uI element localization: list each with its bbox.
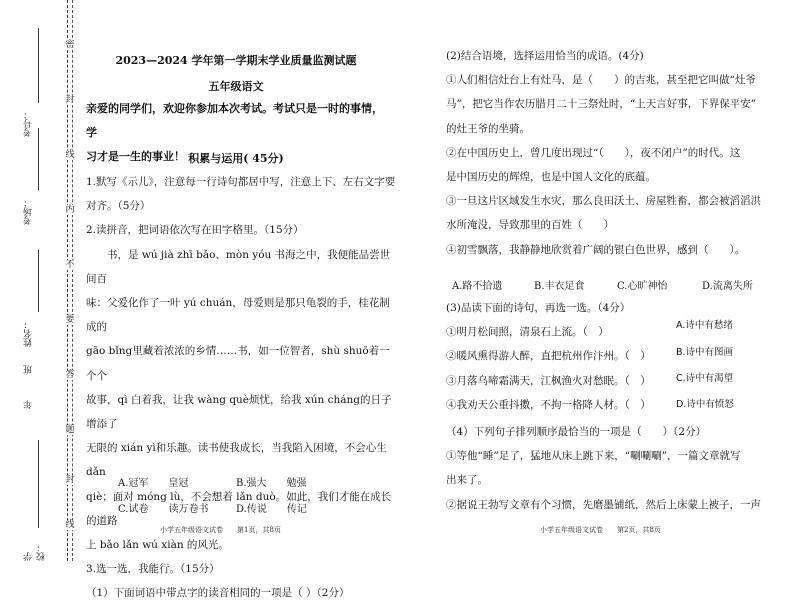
poem-option-c: C.诗中有渴望 xyxy=(676,373,734,384)
seal-char: 题 xyxy=(63,425,77,435)
name-blank xyxy=(38,250,39,312)
sentence-line: ②据说王勃写文章有个习惯，先磨墨铺纸，然后上床蒙上被子，一声 xyxy=(446,498,761,511)
sentence-line: ①等他“睡”足了，猛地从床上跳下来，“唰唰唰”，一篇文章就写 xyxy=(446,450,741,463)
q2-line: 无限的 xián yì和乐趣。读书使我成长，当我陷入困境，不会心生 dǎn xyxy=(86,442,387,479)
q1-line: 对齐。（5分） xyxy=(86,200,151,213)
idiom-option-d: D.流离失所 xyxy=(702,281,753,292)
context-line: ①人们相信灶台上有灶马，是（ ）的吉兆，甚至把它叫做“灶爷 xyxy=(446,74,756,87)
q2-line: qiè；面对 móng lù，不会想着 lǎn duò。如此，我们才能在成长的道路 xyxy=(86,490,392,527)
seal-char: 线 xyxy=(63,150,77,160)
school-label: 学校： xyxy=(24,543,47,561)
option-d: D.传说 传记 xyxy=(236,504,307,515)
q3-3-heading: (3)品读下面的诗句，再选一选。（4分） xyxy=(446,302,631,314)
exam-number-blank xyxy=(38,28,39,103)
right-questions-top xyxy=(446,44,791,262)
poem-option-a: A.诗中有愁绪 xyxy=(676,320,733,331)
right-questions-bottom xyxy=(446,420,791,517)
poem-option-b: B.诗中有图画 xyxy=(676,347,734,358)
poem-block xyxy=(446,296,676,417)
q2-line: 书，是 wú jià zhī bǎo、mòn yóu 书海之中，我便能品尝世间百 xyxy=(86,248,391,285)
idiom-options xyxy=(452,277,792,297)
seal-char: 内 xyxy=(63,205,77,215)
q2-line: gāo bǐng里藏着浓浓的乡情……书，如一位智者，shù shuō着一个个 xyxy=(86,345,390,382)
poem-line: ④我劝天公重抖擞，不拘一格降人材。（ ） xyxy=(446,398,651,411)
exam-subject: 五年级语文 xyxy=(208,80,264,93)
q3-heading: 3.选一选，我能行。（15分） xyxy=(86,563,220,576)
q2-line: 上 bǎo lǎn wú xiàn 的风光。 xyxy=(86,539,229,552)
exam-number-label: 考号： xyxy=(24,110,34,137)
idiom-option-a: A.路不拾遗 xyxy=(452,281,503,292)
class-label: 班 xyxy=(24,365,34,374)
idiom-option-b: B.丰衣足食 xyxy=(534,281,585,292)
left-questions xyxy=(86,170,396,606)
option-a: A.冠军 皇冠 xyxy=(118,478,189,489)
context-line: 的灶王爷的坐骑。 xyxy=(446,122,530,135)
seal-char: 不 xyxy=(63,260,77,270)
q2-line: 故事，qì 白着我，让我 wàng què烦忧，给我 xún cháng的日子增添了 xyxy=(86,393,392,431)
intro-line: 习才是一生的事业！ xyxy=(86,150,185,163)
q1-line: 1.默写《示儿》，注意每一行诗句都居中写，注意上下、左右文字要 xyxy=(86,176,396,188)
page-footer-right: 小学五年级语文试卷 第2页，共8页 xyxy=(540,526,661,534)
poem-line: ①明月松间照，清泉石上流。（ ） xyxy=(446,326,609,339)
seal-char: 答 xyxy=(63,370,77,380)
q2-line: 2.读拼音，把词语依次写在田字格里。（15分） xyxy=(86,224,304,237)
q2-line: 味：父爱化作了一叶 yú chuán，母爱则是那只龟裂的手，桂花制成的 xyxy=(86,297,390,334)
q3-2-heading: (2)结合语境，选择运用恰当的成语。(4分) xyxy=(446,50,644,62)
poem-line: ③月落乌啼霜满天，江枫渔火对愁眠。（ ） xyxy=(446,374,651,387)
idiom-option-c: C.心旷神怡 xyxy=(617,281,668,292)
q3-1-line: （1）下面词语中带点字的读音相同的一项是（ ）（2分） xyxy=(86,587,350,600)
seal-char: 要 xyxy=(63,315,77,325)
context-line: ④初雪飘落，我静静地欣赏着广阔的银白色世界，感到（ ）。 xyxy=(446,243,746,256)
q3-4-heading: （4）下列句子排列顺序最恰当的一项是（ ）（2分） xyxy=(446,426,707,438)
grade-label: 年 xyxy=(24,400,34,409)
sentence-line: 出来了。 xyxy=(446,474,488,487)
page-footer-left: 小学五年级语文试卷 第1页，共8页 xyxy=(160,526,281,534)
poem-option-d: D.诗中有愤怒 xyxy=(676,399,734,410)
seal-char: 密 xyxy=(63,40,77,50)
context-line: 水所淹没，导致那里的百姓（ ） xyxy=(446,219,614,232)
context-line: ③一旦这片区域发生水灾，那么良田沃土、房屋牲畜，都会被滔滔洪 xyxy=(446,195,761,208)
seal-char: 线 xyxy=(63,520,77,530)
seal-char: 封 xyxy=(63,95,77,105)
q3-1-options xyxy=(86,474,386,524)
exam-room-label: 考场： xyxy=(24,198,34,225)
seal-char: 封 xyxy=(63,475,77,485)
exam-title: 2023—2024 学年第一学期末学业质量监测试题 xyxy=(115,54,357,67)
exam-room-blank xyxy=(38,128,39,190)
name-label: 姓名： xyxy=(24,320,34,347)
context-line: ②在中国历史上，曾几度出现过“（ ），夜不闭户”的时代。这 xyxy=(446,146,741,159)
context-line: 是中国历史的辉煌，也是中国人文化的底蕴。 xyxy=(446,171,656,184)
option-c: C.试卷 读万卷书 xyxy=(118,504,209,515)
binding-strip xyxy=(0,0,62,561)
section-heading: 积累与运用( 45分) xyxy=(188,152,284,165)
school-blank xyxy=(38,440,39,528)
option-b: B.强大 勉强 xyxy=(236,478,307,489)
intro-line: 亲爱的同学们，欢迎你参加本次考试。考试只是一时的事情，学 xyxy=(86,102,383,139)
context-line: 马”，把它当作农历腊月二十三祭灶时，“上天言好事，下界保平安” xyxy=(446,98,757,111)
poem-line: ②暖风熏得游人醉，直把杭州作汴州。（ ） xyxy=(446,350,651,363)
